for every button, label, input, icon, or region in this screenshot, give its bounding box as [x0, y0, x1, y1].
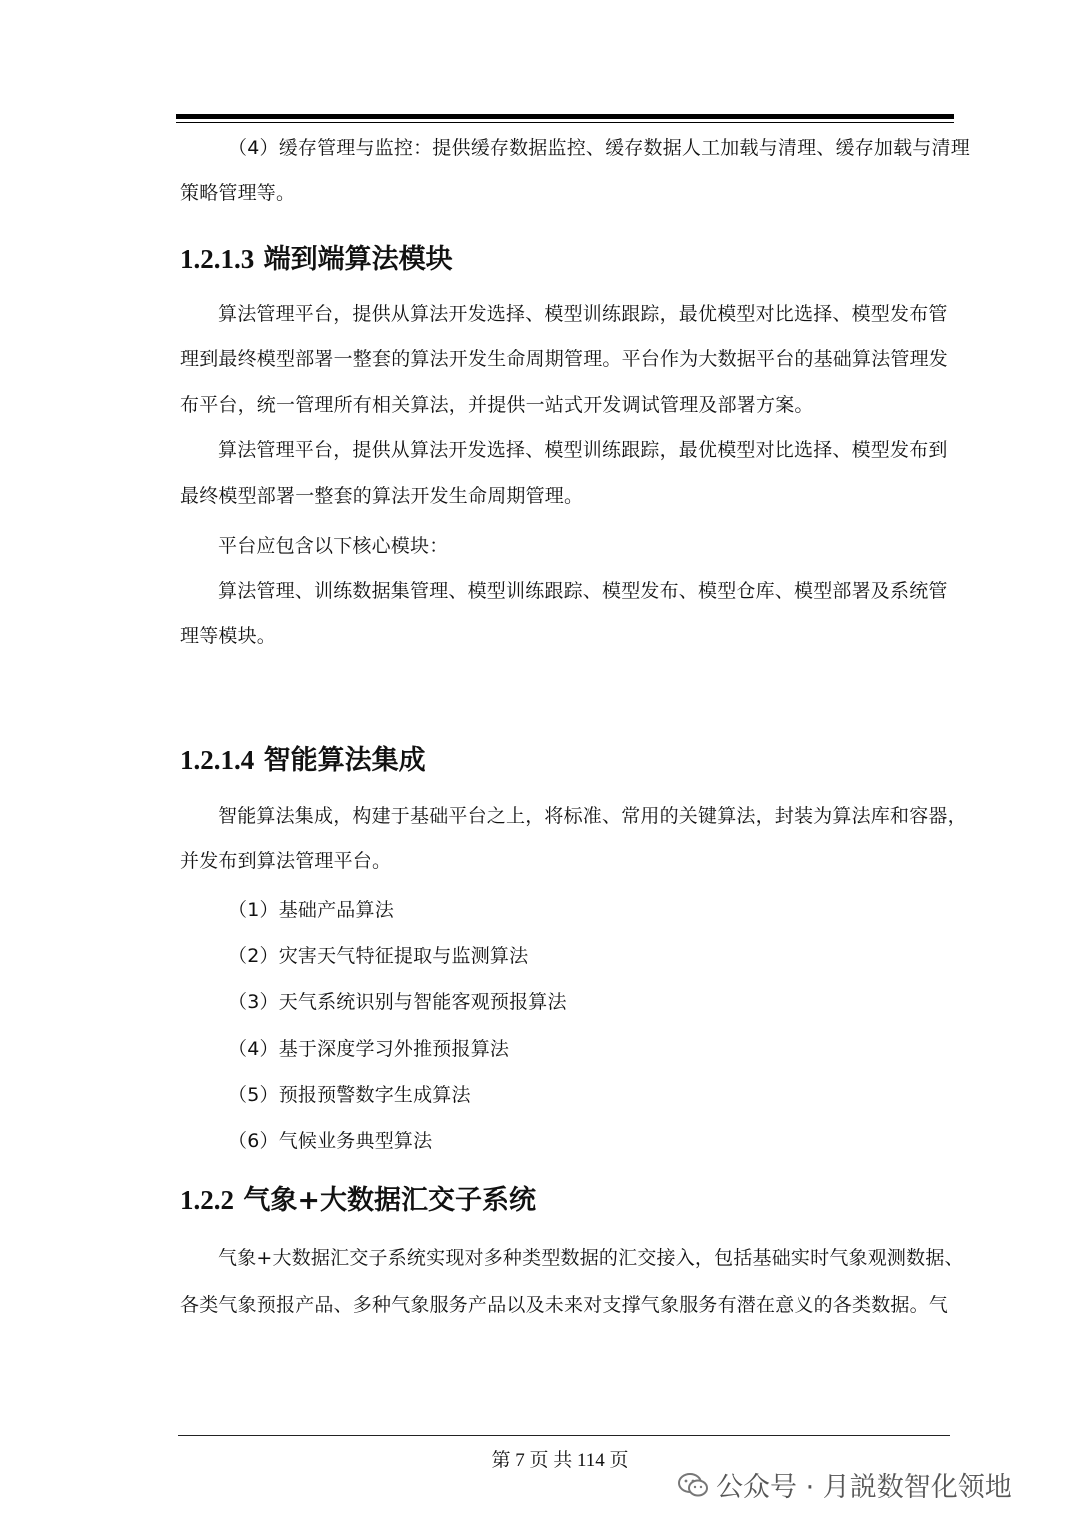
- list-item-4-line1: （4）缓存管理与监控：提供缓存数据监控、缓存数据人工加载与清理、缓存加载与清理: [228, 137, 970, 159]
- paragraph-line: 理等模块。: [180, 625, 277, 647]
- wechat-icon: [678, 1472, 708, 1498]
- header-rule: [176, 114, 954, 119]
- paragraph-line: 最终模型部署一整套的算法开发生命周期管理。: [180, 485, 584, 507]
- paragraph-line: 布平台，统一管理所有相关算法，并提供一站式开发调试管理及部署方案。: [180, 394, 814, 416]
- paragraph-line: 理到最终模型部署一整套的算法开发生命周期管理。平台作为大数据平台的基础算法管理发: [180, 348, 949, 370]
- paragraph-line: 气象+大数据汇交子系统实现对多种类型数据的汇交接入，包括基础实时气象观测数据、: [218, 1247, 964, 1269]
- heading-number: 1.2.1.4: [180, 745, 255, 775]
- watermark-text: 公众号 · 月説数智化领地: [716, 1472, 1012, 1503]
- heading-number: 1.2.2: [180, 1185, 234, 1215]
- heading-1-2-2: [180, 1178, 536, 1217]
- heading-1-2-1-4: [180, 738, 426, 777]
- list-item: （6）气候业务典型算法: [228, 1130, 433, 1152]
- header-rule-thin: [176, 122, 954, 123]
- heading-title: 端到端算法模块: [263, 244, 453, 275]
- paragraph-line: 智能算法集成，构建于基础平台之上，将标准、常用的关键算法，封装为算法库和容器，: [218, 805, 967, 827]
- list-item: （3）天气系统识别与智能客观预报算法: [228, 991, 567, 1013]
- paragraph-line: 算法管理平台，提供从算法开发选择、模型训练跟踪，最优模型对比选择、模型发布管: [218, 303, 948, 325]
- list-item: （2）灾害天气特征提取与监测算法: [228, 945, 529, 967]
- heading-title: 智能算法集成: [263, 745, 426, 776]
- watermark: [678, 1465, 1012, 1504]
- paragraph-line: 各类气象预报产品、多种气象服务产品以及未来对支撑气象服务有潜在意义的各类数据。气: [180, 1294, 949, 1316]
- heading-title: 气象+大数据汇交子系统: [243, 1185, 537, 1216]
- paragraph-line: 算法管理平台，提供从算法开发选择、模型训练跟踪，最优模型对比选择、模型发布到: [218, 439, 948, 461]
- list-item: （4）基于深度学习外推预报算法: [228, 1038, 510, 1060]
- heading-1-2-1-3: [180, 237, 453, 276]
- footer-rule: [178, 1435, 950, 1436]
- heading-number: 1.2.1.3: [180, 244, 255, 274]
- list-item: （5）预报预警数字生成算法: [228, 1084, 471, 1106]
- paragraph-line: 算法管理、训练数据集管理、模型训练跟踪、模型发布、模型仓库、模型部署及系统管: [218, 580, 948, 602]
- list-item-4-line2: 策略管理等。: [180, 182, 296, 204]
- paragraph-line: 平台应包含以下核心模块：: [218, 535, 449, 557]
- paragraph-line: 并发布到算法管理平台。: [180, 850, 392, 872]
- page-number: 第 7 页 共 114 页: [491, 1450, 629, 1471]
- list-item: （1）基础产品算法: [228, 899, 394, 921]
